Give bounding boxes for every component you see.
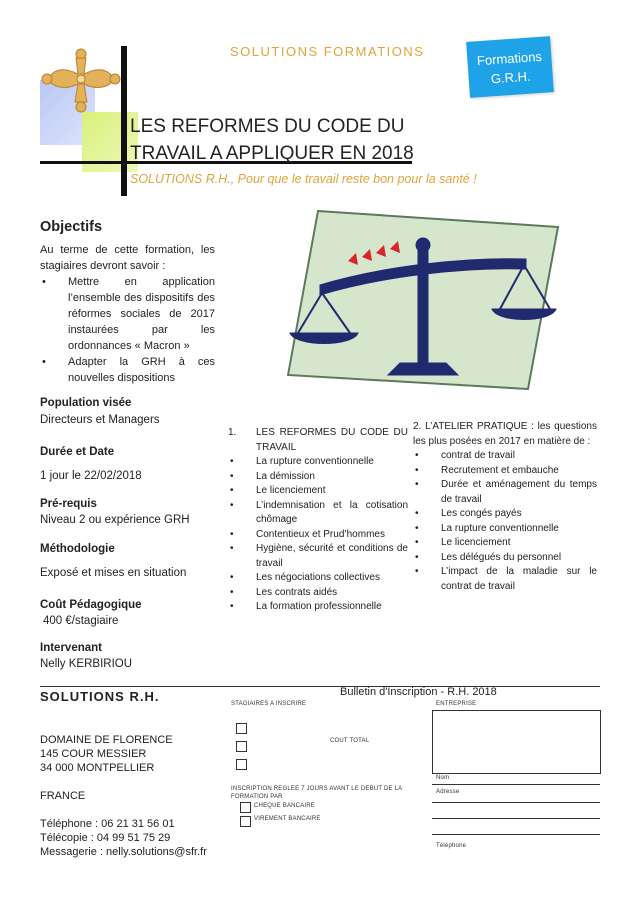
cout-total-label: COUT TOTAL bbox=[330, 738, 370, 744]
company-address bbox=[40, 733, 207, 859]
address-line: FRANCE bbox=[40, 790, 86, 802]
cheque-label: CHEQUE BANCAIRE bbox=[254, 803, 316, 809]
objectifs-heading: Objectifs bbox=[40, 219, 103, 235]
programme-item: • La rupture conventionnelle bbox=[228, 455, 408, 470]
nom-label: Nom bbox=[436, 775, 450, 781]
company-name: SOLUTIONS R.H. bbox=[40, 689, 160, 704]
programme-item: • Recrutement et embauche bbox=[413, 464, 597, 479]
phone: Téléphone : 06 21 31 56 01 bbox=[40, 818, 175, 830]
telephone-label: Téléphone bbox=[436, 843, 467, 849]
address-line: 34 000 MONTPELLIER bbox=[40, 762, 155, 774]
adresse-field-line-1[interactable] bbox=[432, 802, 600, 803]
virement-label: VIREMENT BANCAIRE bbox=[254, 816, 321, 822]
page-title bbox=[130, 113, 414, 167]
bulletin-divider bbox=[40, 686, 600, 687]
fax: Télécopie : 04 99 51 75 29 bbox=[40, 832, 171, 844]
programme-1-title bbox=[228, 426, 408, 455]
stagiaire-checkbox-2[interactable] bbox=[236, 741, 247, 752]
virement-checkbox[interactable] bbox=[240, 816, 251, 827]
programme-item: • La démission bbox=[228, 470, 408, 485]
programme-2-title: 2. L’ATELIER PRATIQUE : les questions les plus posées en 2017 en matière de : bbox=[413, 421, 597, 447]
prerequis-value: Niveau 2 ou expérience GRH bbox=[40, 514, 190, 526]
cout-value: 400 €/stagiaire bbox=[43, 615, 119, 627]
adresse-field-line-3[interactable] bbox=[432, 834, 600, 835]
inscription-note: INSCRIPTION REGLEE 7 JOURS AVANT LE DEBUT DE LA FORMATION PAR bbox=[231, 786, 403, 800]
programme-item: • La rupture conventionnelle bbox=[413, 522, 597, 537]
programme-item: • contrat de travail bbox=[413, 449, 597, 464]
programme-item: • Durée et aménagement du temps de travail bbox=[413, 478, 597, 507]
intervenant-label: Intervenant bbox=[40, 642, 102, 654]
duree-label: Durée et Date bbox=[40, 446, 115, 458]
title-line-1: LES REFORMES DU CODE DU bbox=[130, 116, 405, 137]
population-value: Directeurs et Managers bbox=[40, 414, 160, 426]
programme-2-list bbox=[413, 449, 597, 594]
programme-item: • L’impact de la maladie sur le contrat de travail bbox=[413, 565, 597, 594]
ornament-cross-icon bbox=[40, 44, 122, 114]
programme-item: • Les contrats aidés bbox=[228, 586, 408, 601]
prerequis-label: Pré-requis bbox=[40, 498, 97, 510]
methodologie-value: Exposé et mises en situation bbox=[40, 567, 187, 579]
stagiaire-checkbox-3[interactable] bbox=[236, 759, 247, 770]
programme-1-list bbox=[228, 455, 408, 615]
stagiaires-label: STAGIAIRES A INSCRIRE bbox=[231, 701, 307, 707]
objectifs-list bbox=[40, 274, 215, 386]
balance-scale-icon bbox=[260, 205, 560, 390]
programme-item: • L’indemnisation et la cotisation chômage bbox=[228, 499, 408, 528]
badge-line-2: G.R.H. bbox=[490, 68, 532, 87]
objectifs-intro: Au terme de cette formation, les stagiaires devront savoir : bbox=[40, 244, 215, 272]
programme-item: • La formation professionnelle bbox=[228, 600, 408, 615]
address-spacer bbox=[40, 803, 207, 817]
email: Messagerie : nelly.solutions@sfr.fr bbox=[40, 846, 207, 858]
population-label: Population visée bbox=[40, 397, 132, 409]
duree-value: 1 jour le 22/02/2018 bbox=[40, 470, 142, 482]
programme-item: • Les délégués du personnel bbox=[413, 551, 597, 566]
programme-1 bbox=[228, 426, 408, 615]
programme-1-title-text: LES REFORMES DU CODE DU TRAVAIL bbox=[256, 427, 408, 453]
brand-name: SOLUTIONS FORMATIONS bbox=[230, 44, 425, 59]
objectifs-block bbox=[40, 242, 215, 386]
stagiaire-checkbox-1[interactable] bbox=[236, 723, 247, 734]
cout-label: Coût Pédagogique bbox=[40, 599, 142, 611]
adresse-label: Adresse bbox=[436, 789, 460, 795]
programme-item: • Hygiène, sécurité et conditions de travail bbox=[228, 542, 408, 571]
entreprise-label: ENTREPRISE bbox=[436, 701, 477, 707]
intervenant-value: Nelly KERBIRIOU bbox=[40, 658, 133, 670]
cheque-checkbox[interactable] bbox=[240, 802, 251, 813]
address-line: 145 COUR MESSIER bbox=[40, 748, 147, 760]
entreprise-field[interactable] bbox=[432, 710, 601, 774]
address-spacer bbox=[40, 775, 207, 789]
adresse-field-line-2[interactable] bbox=[432, 818, 600, 819]
objectif-item: • Adapter la GRH à ces nouvelles dispositions bbox=[40, 354, 215, 386]
tagline: SOLUTIONS R.H., Pour que le travail reste bon pour la santé ! bbox=[130, 172, 477, 186]
programme-item: • Le licenciement bbox=[228, 484, 408, 499]
address-line: DOMAINE DE FLORENCE bbox=[40, 734, 173, 746]
programme-item: • Contentieux et Prud’hommes bbox=[228, 528, 408, 543]
objectif-item: • Mettre en application l’ensemble des dispositifs des réformes sociales de 2017 instaurées par les ordonnances « Macron » bbox=[40, 274, 215, 354]
title-line-2: TRAVAIL A APPLIQUER EN 2018 bbox=[130, 143, 414, 164]
methodologie-label: Méthodologie bbox=[40, 543, 115, 555]
bulletin-title: Bulletin d'Inscription - R.H. 2018 bbox=[340, 686, 497, 698]
programme-1-number: 1. bbox=[228, 427, 237, 438]
nom-field[interactable] bbox=[432, 784, 600, 785]
programme-item: • Les négociations collectives bbox=[228, 571, 408, 586]
programme-2 bbox=[413, 420, 597, 594]
programme-item: • Les congés payés bbox=[413, 507, 597, 522]
programme-item: • Le licenciement bbox=[413, 536, 597, 551]
formations-badge bbox=[466, 36, 554, 98]
badge-line-1: Formations bbox=[476, 48, 543, 69]
